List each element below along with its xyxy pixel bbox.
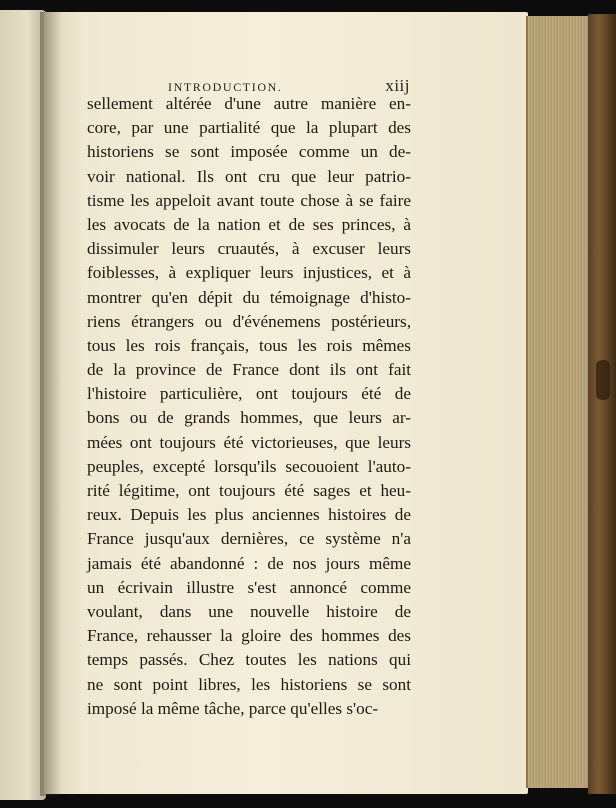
running-head: INTRODUCTION. bbox=[168, 80, 283, 94]
page-number: xiij bbox=[385, 76, 410, 95]
text-line: voir national. Ils ont cru que leur patrio- bbox=[87, 166, 411, 186]
text-line: montrer qu'en dépit du témoignage d'histo- bbox=[87, 287, 411, 307]
text-line: peuples, excepté lorsqu'ils secouoient l'auto- bbox=[87, 456, 411, 476]
text-line: imposé la même tâche, parce qu'elles s'oc- bbox=[87, 698, 379, 718]
text-line: reux. Depuis les plus anciennes histoires de bbox=[87, 505, 411, 525]
text-line: riens étrangers ou d'événemens postérieurs, bbox=[87, 311, 411, 331]
text-line: les avocats de la nation et de ses princes, à bbox=[87, 214, 411, 234]
text-line: rité légitime, ont toujours été sages et heu- bbox=[87, 481, 411, 500]
gutter-shadow bbox=[40, 12, 62, 796]
text-line: un écrivain illustre s'est annoncé comme bbox=[87, 577, 411, 597]
text-line: voulant, dans une nouvelle histoire de bbox=[87, 601, 411, 621]
page-block-edge bbox=[526, 16, 590, 788]
text-line: de la province de France dont ils ont fait bbox=[87, 360, 411, 380]
text-line: bons ou de grands hommes, que leurs ar- bbox=[87, 408, 411, 428]
text-line: France, rehausser la gloire des hommes des bbox=[87, 626, 411, 646]
body-text bbox=[87, 92, 411, 721]
text-line: historiens se sont imposée comme un de- bbox=[87, 142, 411, 162]
text-line: jamais été abandonné : de nos jours même bbox=[87, 553, 411, 573]
text-line: sellement altérée d'une autre manière en- bbox=[87, 94, 411, 113]
text-line: l'histoire particulière, ont toujours été de bbox=[87, 384, 411, 404]
text-line: core, par une partialité que la plupart des bbox=[87, 118, 411, 138]
book-cover bbox=[588, 14, 616, 794]
text-line: foiblesses, à expliquer leurs injustices, et à bbox=[87, 263, 411, 283]
text-line: tous les rois français, tous les rois mêmes bbox=[87, 335, 411, 355]
text-line: dissimuler leurs cruautés, à excuser leurs bbox=[87, 239, 411, 259]
text-line: ne sont point libres, les historiens se sont bbox=[87, 674, 411, 694]
text-line: France jusqu'aux dernières, ce système n'a bbox=[87, 529, 411, 549]
text-line: temps passés. Chez toutes les nations qui bbox=[87, 650, 411, 670]
cover-wear-mark bbox=[596, 360, 610, 400]
text-line: tisme les appeloit avant toute chose à se faire bbox=[87, 190, 411, 210]
text-line: mées ont toujours été victorieuses, que leurs bbox=[87, 432, 411, 452]
